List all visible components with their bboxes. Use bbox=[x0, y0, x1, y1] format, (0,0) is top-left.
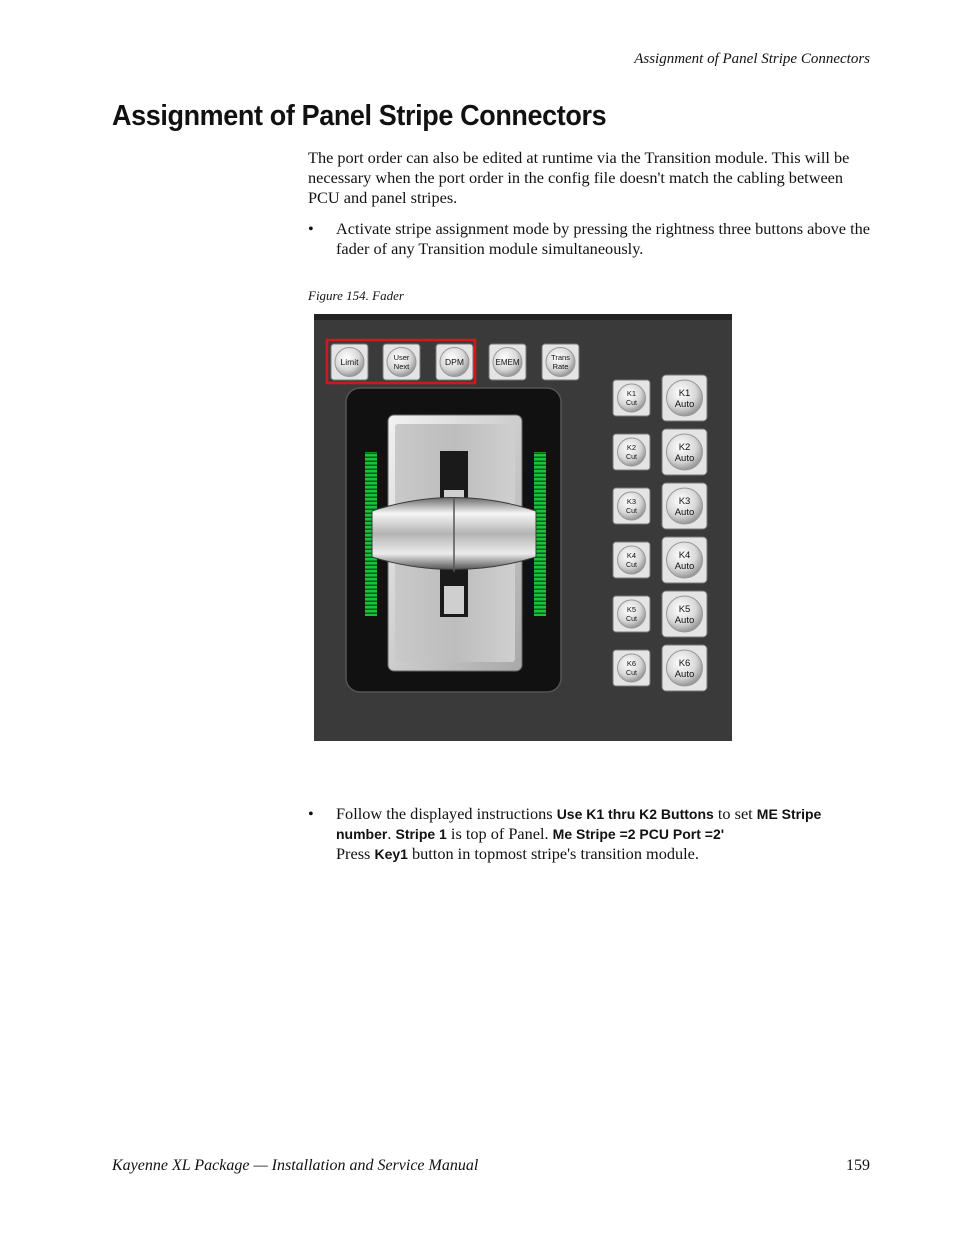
k3-cut-line2: Cut bbox=[626, 508, 637, 515]
k3-auto-line1: K3 bbox=[678, 496, 691, 507]
k2-cut-button[interactable] bbox=[613, 434, 650, 470]
instr-cmd-me-stripe-number: ME Stripe number bbox=[336, 806, 822, 842]
top-button-trans-rate-line1: Trans bbox=[551, 353, 570, 362]
section-title: Assignment of Panel Stripe Connectors bbox=[112, 100, 607, 132]
k1-cut-button[interactable] bbox=[613, 380, 650, 416]
instr-text-2: to set bbox=[713, 804, 757, 823]
k3-auto-button[interactable] bbox=[662, 483, 707, 529]
top-button-trans-rate-line2: Rate bbox=[552, 362, 569, 371]
top-button-dpm-label: DPM bbox=[445, 357, 464, 367]
k2-cut-line1: K2 bbox=[626, 443, 637, 452]
k6-auto-button[interactable] bbox=[662, 645, 707, 691]
k1-cut-line1: K1 bbox=[626, 389, 637, 398]
k3-cut-button[interactable] bbox=[613, 488, 650, 524]
k6-auto-line2: Auto bbox=[674, 669, 695, 680]
k4-cut-line2: Cut bbox=[626, 562, 637, 569]
k1-auto-line1: K1 bbox=[678, 388, 691, 399]
instr-cmd-me-stripe-pcu-port: Me Stripe =2 PCU Port =2' bbox=[552, 826, 725, 842]
bullet-text: Activate stripe assignment mode by pressing the rightness three buttons above the fader of any Transition module simultaneously. bbox=[336, 219, 870, 258]
intro-paragraph: The port order can also be edited at runtime via the Transition module. This will be necessary when the port order in the config file doesn't match the cabling between PCU and panel stripes. bbox=[308, 148, 850, 207]
instr-text-4: is top of Panel. bbox=[446, 824, 553, 843]
figure-caption: Figure 154. Fader bbox=[308, 288, 404, 303]
instr-text-3: . bbox=[387, 824, 396, 843]
top-button-emem[interactable] bbox=[489, 344, 526, 380]
top-button-user-next-line2: Next bbox=[393, 362, 410, 371]
top-button-user-next-line1: User bbox=[393, 353, 410, 362]
instr-text-5: Press bbox=[336, 844, 375, 863]
k6-auto-line1: K6 bbox=[678, 658, 691, 669]
k5-auto-line2: Auto bbox=[674, 615, 695, 626]
bullet-marker: • bbox=[308, 219, 314, 238]
top-button-limit[interactable] bbox=[331, 344, 368, 380]
instr-text-6: button in topmost stripe's transition module. bbox=[407, 844, 699, 863]
k2-cut-line2: Cut bbox=[626, 454, 637, 461]
k5-cut-line1: K5 bbox=[626, 605, 637, 614]
bullet-marker: • bbox=[308, 804, 314, 823]
k2-auto-line1: K2 bbox=[678, 442, 691, 453]
k5-auto-line1: K5 bbox=[678, 604, 691, 615]
k4-cut-line1: K4 bbox=[626, 551, 637, 560]
instr-text-1: Follow the displayed instructions bbox=[336, 804, 557, 823]
k4-auto-line1: K4 bbox=[678, 550, 691, 561]
k3-auto-line2: Auto bbox=[674, 507, 695, 518]
panel-top-edge bbox=[314, 314, 732, 320]
k5-cut-line2: Cut bbox=[626, 616, 637, 623]
k4-auto-line2: Auto bbox=[674, 561, 695, 572]
bullet-activate bbox=[308, 219, 873, 259]
fader-panel-image bbox=[314, 314, 732, 741]
k1-auto-line2: Auto bbox=[674, 399, 695, 410]
instr-cmd-use-k1-k2: Use K1 thru K2 Buttons bbox=[556, 806, 714, 822]
instr-cmd-key1: Key1 bbox=[374, 846, 408, 862]
k5-cut-button[interactable] bbox=[613, 596, 650, 632]
fader-figure bbox=[314, 314, 732, 741]
fader-handle[interactable] bbox=[372, 497, 536, 572]
instr-cmd-stripe-1: Stripe 1 bbox=[395, 826, 447, 842]
top-button-trans-rate[interactable] bbox=[542, 344, 579, 380]
k5-auto-button[interactable] bbox=[662, 591, 707, 637]
footer-page-number: 159 bbox=[846, 1157, 870, 1174]
k6-cut-line1: K6 bbox=[626, 659, 637, 668]
fader-stem-bottom bbox=[444, 586, 464, 614]
running-head: Assignment of Panel Stripe Connectors bbox=[634, 51, 870, 67]
top-button-user-next[interactable] bbox=[383, 344, 420, 380]
footer-manual-title: Kayenne XL Package — Installation and Service Manual bbox=[112, 1157, 479, 1174]
top-button-emem-label: EMEM bbox=[495, 358, 520, 367]
k4-cut-button[interactable] bbox=[613, 542, 650, 578]
k1-cut-line2: Cut bbox=[626, 400, 637, 407]
k1-auto-button[interactable] bbox=[662, 375, 707, 421]
k2-auto-button[interactable] bbox=[662, 429, 707, 475]
top-button-limit-label: Limit bbox=[340, 357, 359, 367]
k6-cut-line2: Cut bbox=[626, 670, 637, 677]
top-button-dpm[interactable] bbox=[436, 344, 473, 380]
k4-auto-button[interactable] bbox=[662, 537, 707, 583]
bullet-follow-instructions bbox=[308, 804, 873, 864]
k2-auto-line2: Auto bbox=[674, 453, 695, 464]
k6-cut-button[interactable] bbox=[613, 650, 650, 686]
k3-cut-line1: K3 bbox=[626, 497, 637, 506]
